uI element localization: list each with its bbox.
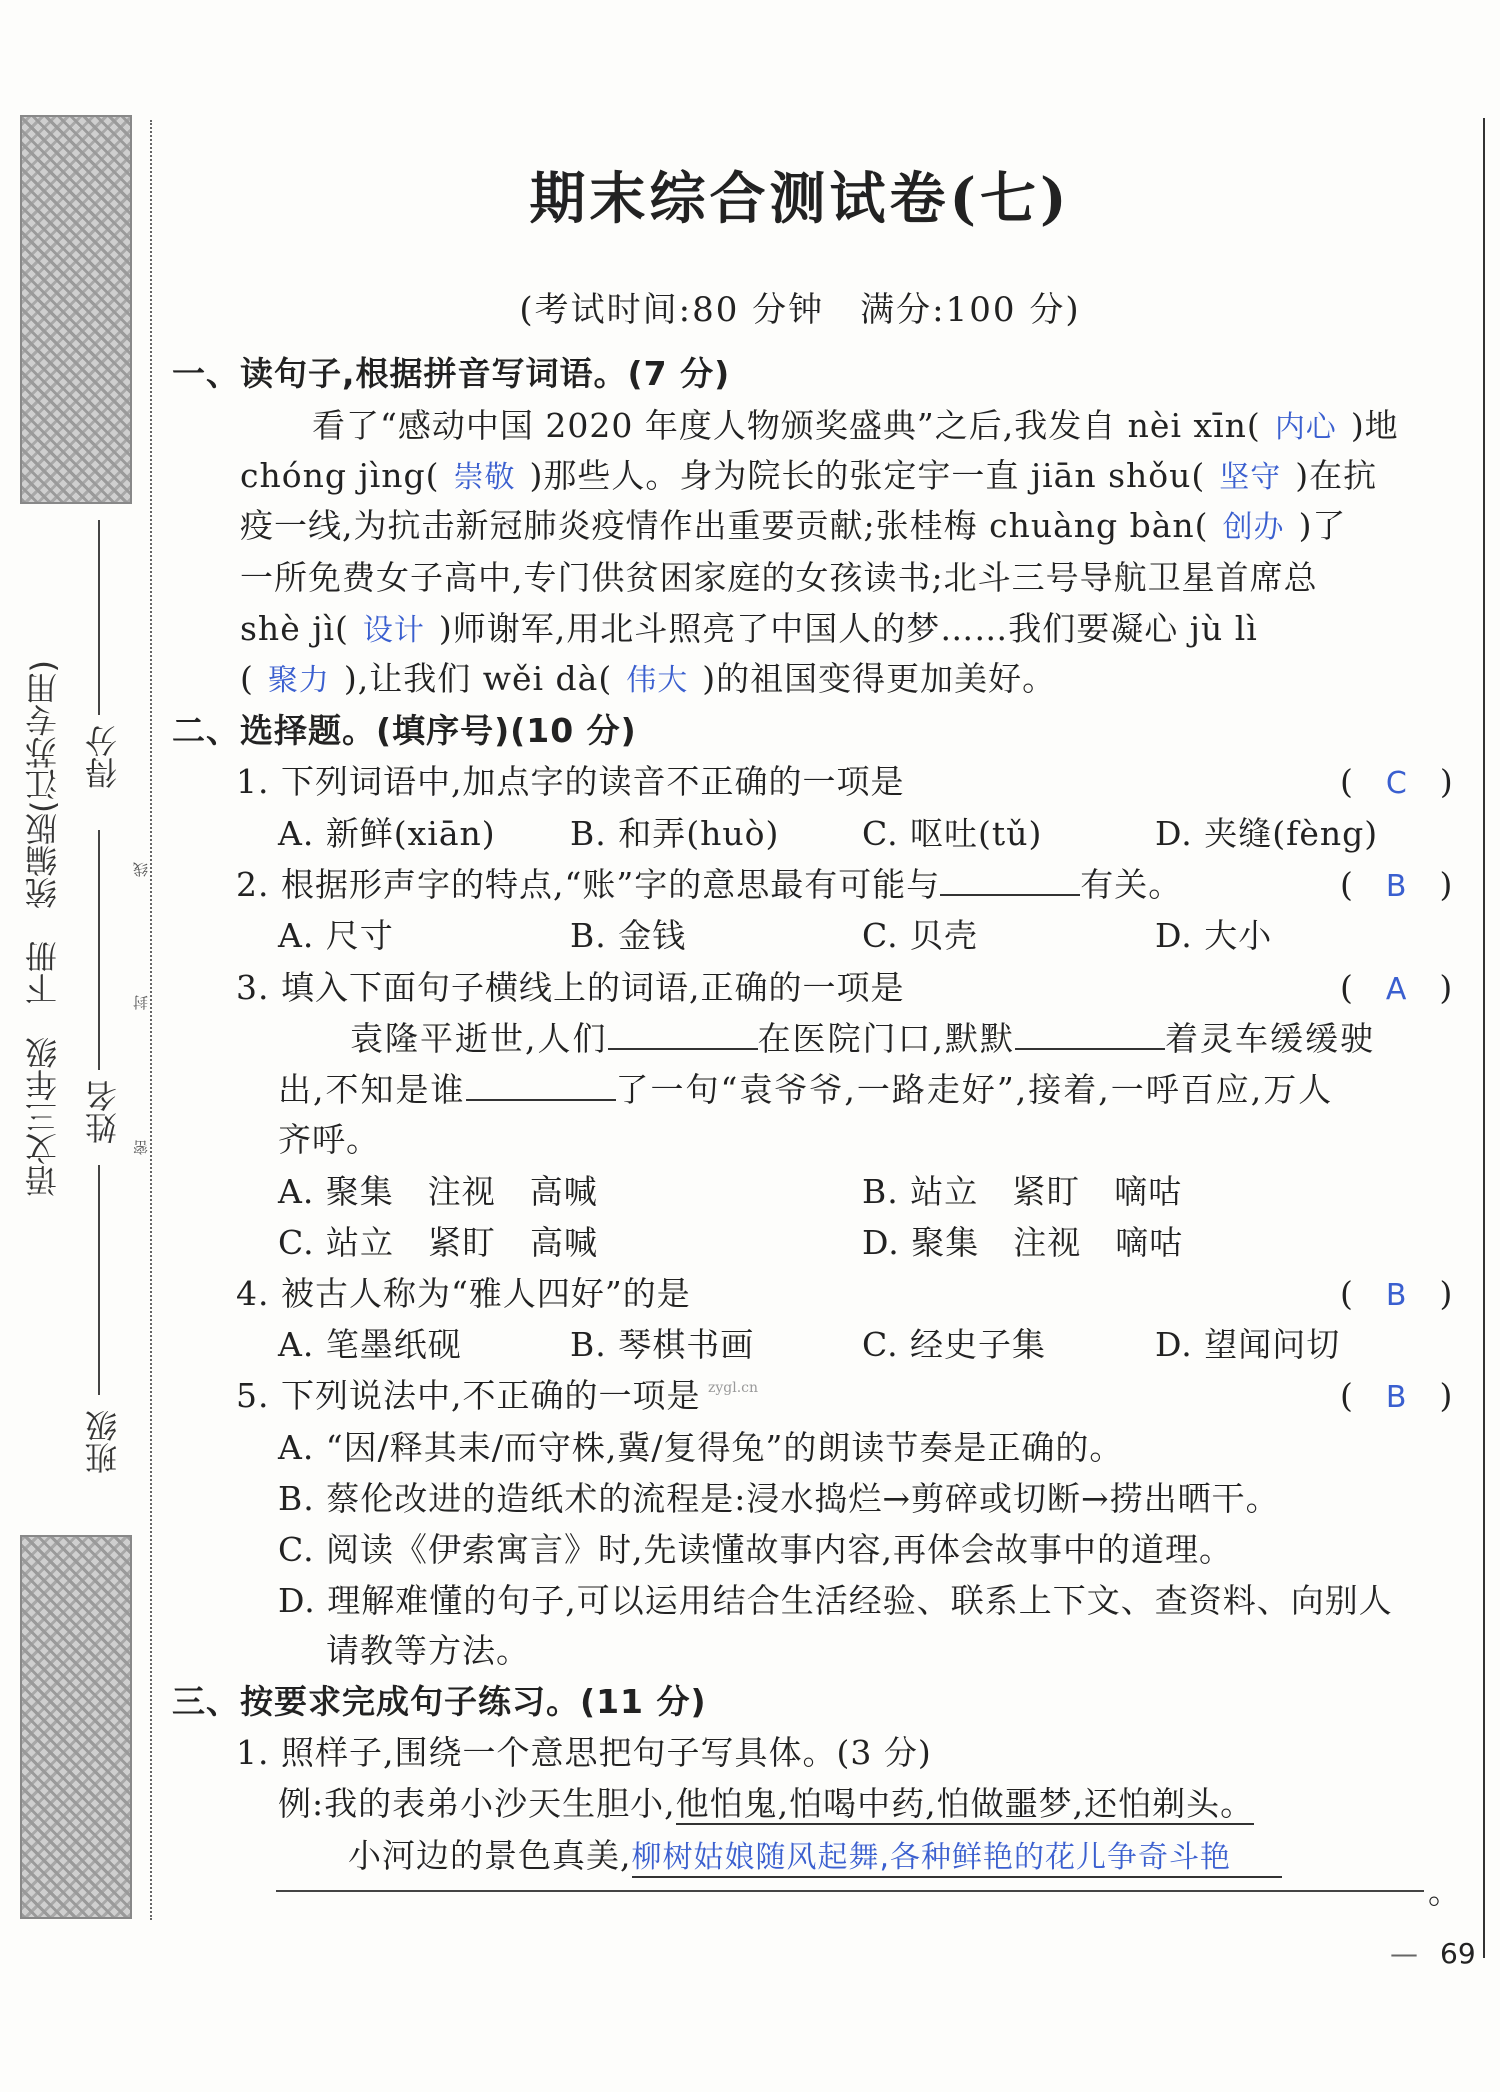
s3-q1-answer: 柳树姑娘随风起舞,各种鲜艳的花儿争奇斗艳 [632, 1832, 1282, 1878]
s3-q1-example [278, 1778, 1254, 1825]
s1-line-5 [240, 603, 1258, 650]
q4-option-d: D. 望闻问切 [1155, 1325, 1341, 1364]
section2-heading: 二、选择题。(填序号)(10 分) [172, 711, 637, 750]
s1-text: )了 [1298, 506, 1347, 545]
q3-passage-line-3: 齐呼。 [278, 1120, 380, 1159]
q1-option-c: C. 呕吐(tǔ) [862, 814, 1043, 853]
q1-option-b: B. 和弄(huò) [570, 814, 780, 853]
exam-info: (考试时间:80 分钟 满分:100 分) [519, 290, 1081, 330]
right-margin-rule [1483, 118, 1485, 1958]
q2-blank [940, 864, 1080, 896]
q2-option-d: D. 大小 [1155, 916, 1273, 955]
q2-stem [236, 859, 1182, 906]
q5-option-d: D. 理解难懂的句子,可以运用结合生活经验、联系上下文、查资料、向别人 [278, 1581, 1393, 1620]
q4-option-c: C. 经史子集 [862, 1325, 1047, 1364]
class-label: 班级 [84, 1410, 122, 1474]
example-lead: 例:我的表弟小沙天生胆小, [278, 1784, 676, 1823]
q3-blank-3 [466, 1069, 616, 1101]
example-underlined: 他怕鬼,怕喝中药,怕做噩梦,还怕剃头。 [675, 1784, 1255, 1823]
q3-passage-line-1 [350, 1013, 1375, 1060]
q2-answer: B [1385, 869, 1407, 904]
q3-text: 了一句“袁爷爷,一路走好”,接着,一呼百应,万人 [615, 1070, 1334, 1109]
section3-heading: 三、按要求完成句子练习。(11 分) [172, 1682, 707, 1721]
q3-option-c: C. 站立 紧盯 高喊 [278, 1223, 599, 1262]
seal-mark-line: 线 [132, 862, 150, 877]
book-info: 语文三年级 下册 统编版(江苏专用) [24, 660, 62, 1197]
q5-answer-box: ( B ) [1340, 1376, 1453, 1415]
s1-line-2 [240, 450, 1377, 497]
name-label: 姓名 [84, 1080, 122, 1144]
q1-option-d: D. 夹缝(fèng) [1155, 814, 1379, 853]
page-number: 69 [1440, 1937, 1476, 1970]
q1-answer-box: ( C ) [1340, 762, 1453, 801]
q3-option-b: B. 站立 紧盯 嘀咕 [862, 1172, 1183, 1211]
q3-text: 出,不知是谁 [278, 1070, 466, 1109]
s3-q1-prompt [348, 1830, 1282, 1878]
section1-heading: 一、读句子,根据拼音写词语。(7 分) [172, 354, 731, 393]
s1-text: )那些人。身为院长的张定宇一直 jiān shǒu( [529, 456, 1206, 495]
class-field-line [98, 1165, 100, 1395]
seal-mark-seal: 封 [132, 995, 150, 1010]
q5-option-a: A. “因/释其耒/而守株,冀/复得兔”的朗读节奏是正确的。 [278, 1428, 1124, 1467]
q1-option-a: A. 新鲜(xiān) [278, 814, 496, 853]
s1-text: )的祖国变得更加美好。 [702, 659, 1057, 698]
s3-q1-stem: 1. 照样子,围绕一个意思把句子写具体。(3 分) [236, 1733, 932, 1772]
q2-stem-b: 有关。 [1080, 865, 1183, 904]
q5-option-b: B. 蔡伦改进的造纸术的流程是:浸水捣烂→剪碎或切断→捞出晒干。 [278, 1479, 1280, 1518]
q3-answer-box: ( A ) [1340, 968, 1453, 1007]
q3-option-d: D. 聚集 注视 嘀咕 [862, 1223, 1184, 1262]
q5-answer: B [1385, 1380, 1407, 1415]
binding-pattern-bottom [20, 1535, 132, 1919]
q4-option-b: B. 琴棋书画 [570, 1325, 755, 1364]
answer-sheji: 设计 [362, 613, 425, 648]
q3-stem: 3. 填入下面句子横线上的词语,正确的一项是 [236, 968, 905, 1007]
answer-chongjing: 崇敬 [453, 460, 516, 495]
s1-line-3 [240, 500, 1346, 547]
page-title: 期末综合测试卷(七) [529, 166, 1071, 232]
q2-stem-a: 2. 根据形声字的特点,“账”字的意思最有可能与 [236, 865, 941, 904]
page-number-dash: — [1390, 1937, 1418, 1970]
s1-text: 疫一线,为抗击新冠肺炎疫情作出重要贡献;张桂梅 chuàng bàn( [240, 506, 1209, 545]
q5-stem: 5. 下列说法中,不正确的一项是 [236, 1376, 701, 1415]
q3-text: 着灵车缓缓驶 [1165, 1019, 1375, 1058]
s1-text: )地 [1350, 406, 1399, 445]
s1-line-1 [312, 400, 1399, 447]
s1-text: ( [240, 659, 254, 698]
q3-blank-2 [1015, 1018, 1165, 1050]
q1-answer: C [1385, 766, 1407, 801]
q2-option-a: A. 尺寸 [278, 916, 394, 955]
q3-passage-line-2 [278, 1064, 1333, 1111]
s3-q1-end-mark: 。 [1428, 1872, 1462, 1911]
q3-answer: A [1385, 972, 1407, 1007]
answer-weida: 伟大 [626, 663, 689, 698]
q2-option-b: B. 金钱 [570, 916, 687, 955]
q3-option-a: A. 聚集 注视 高喊 [278, 1172, 598, 1211]
s1-text: 看了“感动中国 2020 年度人物颁奖盛典”之后,我发自 nèi xīn( [312, 406, 1261, 445]
q2-answer-box: ( B ) [1340, 865, 1453, 904]
q4-answer-box: ( B ) [1340, 1274, 1453, 1313]
q3-text: 袁隆平逝世,人们 [350, 1019, 608, 1058]
s1-text: )师谢军,用北斗照亮了中国人的梦……我们要凝心 jù lì [438, 609, 1258, 648]
score-field-line [98, 520, 100, 715]
prompt-text: 小河边的景色真美, [348, 1836, 632, 1875]
q5-option-d-cont: 请教等方法。 [326, 1631, 530, 1670]
s3-q1-answer-line [276, 1890, 1424, 1892]
q3-blank-1 [608, 1018, 758, 1050]
seal-mark-secret: 密 [132, 1140, 150, 1155]
answer-chuangban: 创办 [1222, 510, 1285, 545]
q1-stem: 1. 下列词语中,加点字的读音不正确的一项是 [236, 762, 905, 801]
q5-option-c: C. 阅读《伊索寓言》时,先读懂故事内容,再体会故事中的道理。 [278, 1530, 1234, 1569]
q4-stem: 4. 被古人称为“雅人四好”的是 [236, 1274, 691, 1313]
q4-answer: B [1385, 1278, 1407, 1313]
answer-jianshou: 坚守 [1219, 460, 1282, 495]
s1-text: shè jì( [240, 609, 349, 648]
binding-dotted-line [150, 120, 152, 1920]
q4-option-a: A. 笔墨纸砚 [278, 1325, 462, 1364]
s1-text: )在抗 [1295, 456, 1378, 495]
s1-text: chóng jìng( [240, 456, 440, 495]
answer-neixin: 内心 [1274, 410, 1337, 445]
s1-text: ),让我们 wěi dà( [343, 659, 613, 698]
answer-juli: 聚力 [267, 663, 330, 698]
q3-text: 在医院门口,默默 [757, 1019, 1015, 1058]
name-field-line [98, 830, 100, 1070]
score-label: 得分 [84, 725, 122, 789]
s1-line-6 [240, 653, 1056, 700]
watermark: zygl.cn [708, 1380, 759, 1396]
s1-line-4: 一所免费女子高中,专门供贫困家庭的女孩读书;北斗三号导航卫星首席总 [240, 558, 1318, 597]
q2-option-c: C. 贝壳 [862, 916, 979, 955]
